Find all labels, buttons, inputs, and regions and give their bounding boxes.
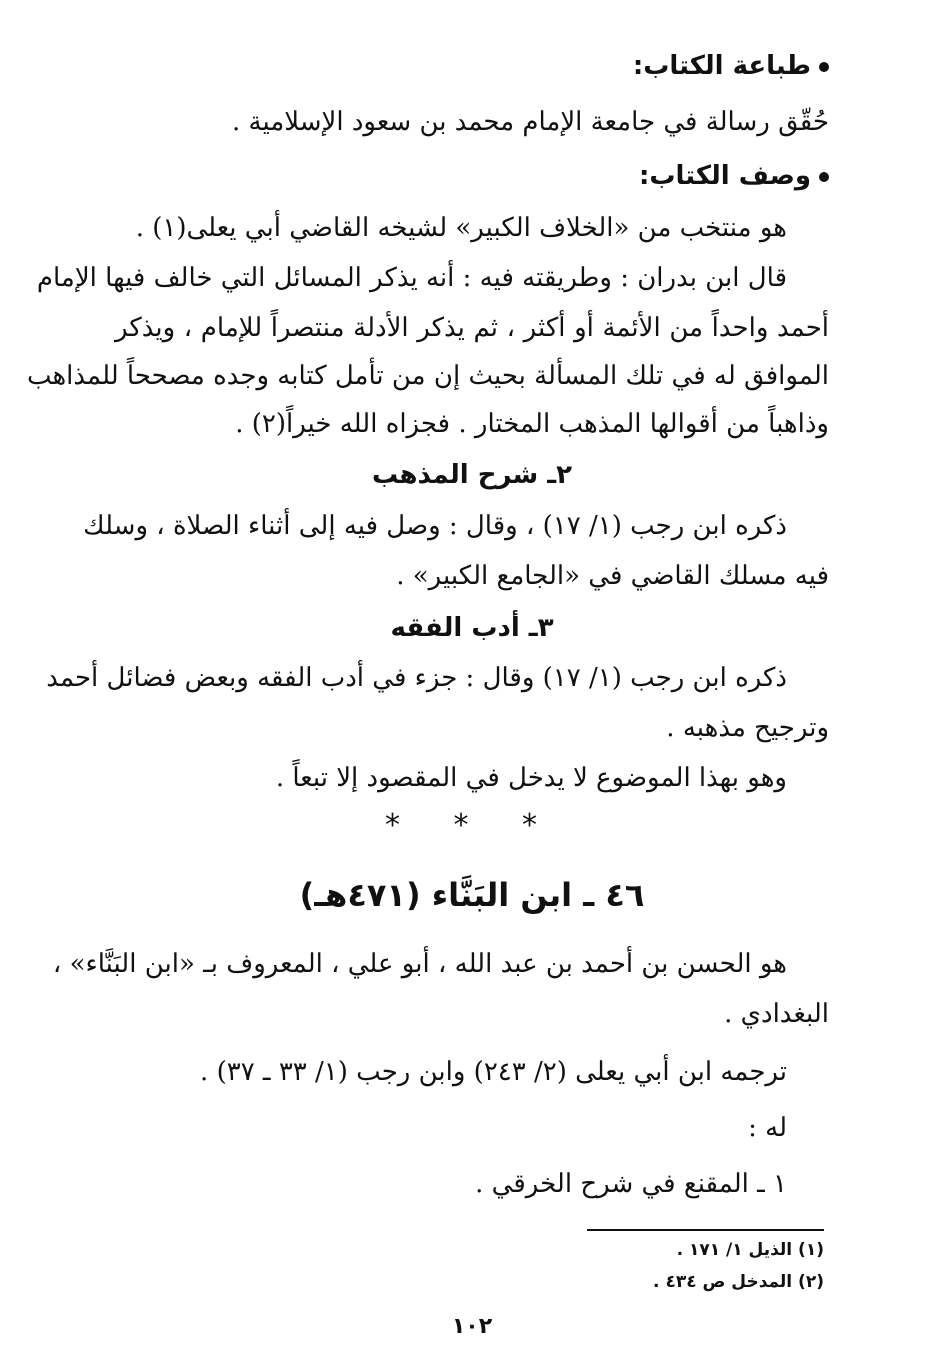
footnote-1: (١) الذيل ١/ ١٧١ . bbox=[676, 1240, 824, 1260]
section-separator: * * * bbox=[384, 808, 560, 843]
footnote-2: (٢) المدخل ص ٤٣٤ . bbox=[653, 1272, 824, 1292]
biography-title: ٤٦ ـ ابن البَنَّاء (٤٧١هـ) bbox=[299, 876, 645, 914]
book-2-line: فيه مسلك القاضي في «الجامع الكبير» . bbox=[396, 561, 829, 591]
printing-text: حُقّق رسالة في جامعة الإمام محمد بن سعود الإسلامية . bbox=[232, 107, 829, 137]
description-line: قال ابن بدران : وطريقته فيه : أنه يذكر المسائل التي خالف فيها الإمام bbox=[36, 263, 787, 293]
printing-heading-text: طباعة الكتاب: bbox=[632, 51, 811, 81]
description-line: وذاهباً من أقوالها المذهب المختار . فجزاه الله خيراً(٢) . bbox=[235, 409, 829, 439]
printing-heading bbox=[115, 46, 829, 86]
description-line: أحمد واحداً من الأئمة أو أكثر ، ثم يذكر الأدلة منتصراً للإمام ، ويذكر bbox=[115, 313, 829, 343]
biography-line: ١ ـ المقنع في شرح الخرقي . bbox=[475, 1169, 787, 1199]
page-number: ١٠٢ bbox=[451, 1314, 493, 1339]
book-2-heading: ٢ـ شرح المذهب bbox=[371, 460, 573, 490]
biography-line: هو الحسن بن أحمد بن عبد الله ، أبو علي ، المعروف بـ «ابن البَنَّاء» ، bbox=[52, 949, 787, 979]
book-3-line: ذكره ابن رجب (١/ ١٧) وقال : جزء في أدب الفقه وبعض فضائل أحمد bbox=[46, 663, 787, 693]
book-3-line: وهو بهذا الموضوع لا يدخل في المقصود إلا تبعاً . bbox=[275, 763, 787, 793]
book-3-heading: ٣ـ أدب الفقه bbox=[390, 613, 554, 643]
book-3-line: وترجيح مذهبه . bbox=[666, 713, 829, 743]
biography-line: ترجمه ابن أبي يعلى (٢/ ٢٤٣) وابن رجب (١/ ٣٣ ـ ٣٧) . bbox=[200, 1057, 787, 1087]
bullet-icon bbox=[819, 62, 829, 72]
bullet-icon bbox=[819, 172, 829, 182]
biography-line: البغدادي . bbox=[724, 999, 829, 1029]
description-heading bbox=[115, 156, 829, 196]
footnote-divider bbox=[587, 1229, 824, 1231]
biography-line: له : bbox=[748, 1113, 787, 1143]
book-2-line: ذكره ابن رجب (١/ ١٧) ، وقال : وصل فيه إلى أثناء الصلاة ، وسلك bbox=[83, 511, 787, 541]
description-heading-text: وصف الكتاب: bbox=[639, 161, 811, 191]
description-line: الموافق له في تلك المسألة بحيث إن من تأمل كتابه وجده مصححاً للمذاهب bbox=[26, 361, 829, 391]
description-line: هو منتخب من «الخلاف الكبير» لشيخه القاضي أبي يعلى(١) . bbox=[135, 213, 787, 243]
